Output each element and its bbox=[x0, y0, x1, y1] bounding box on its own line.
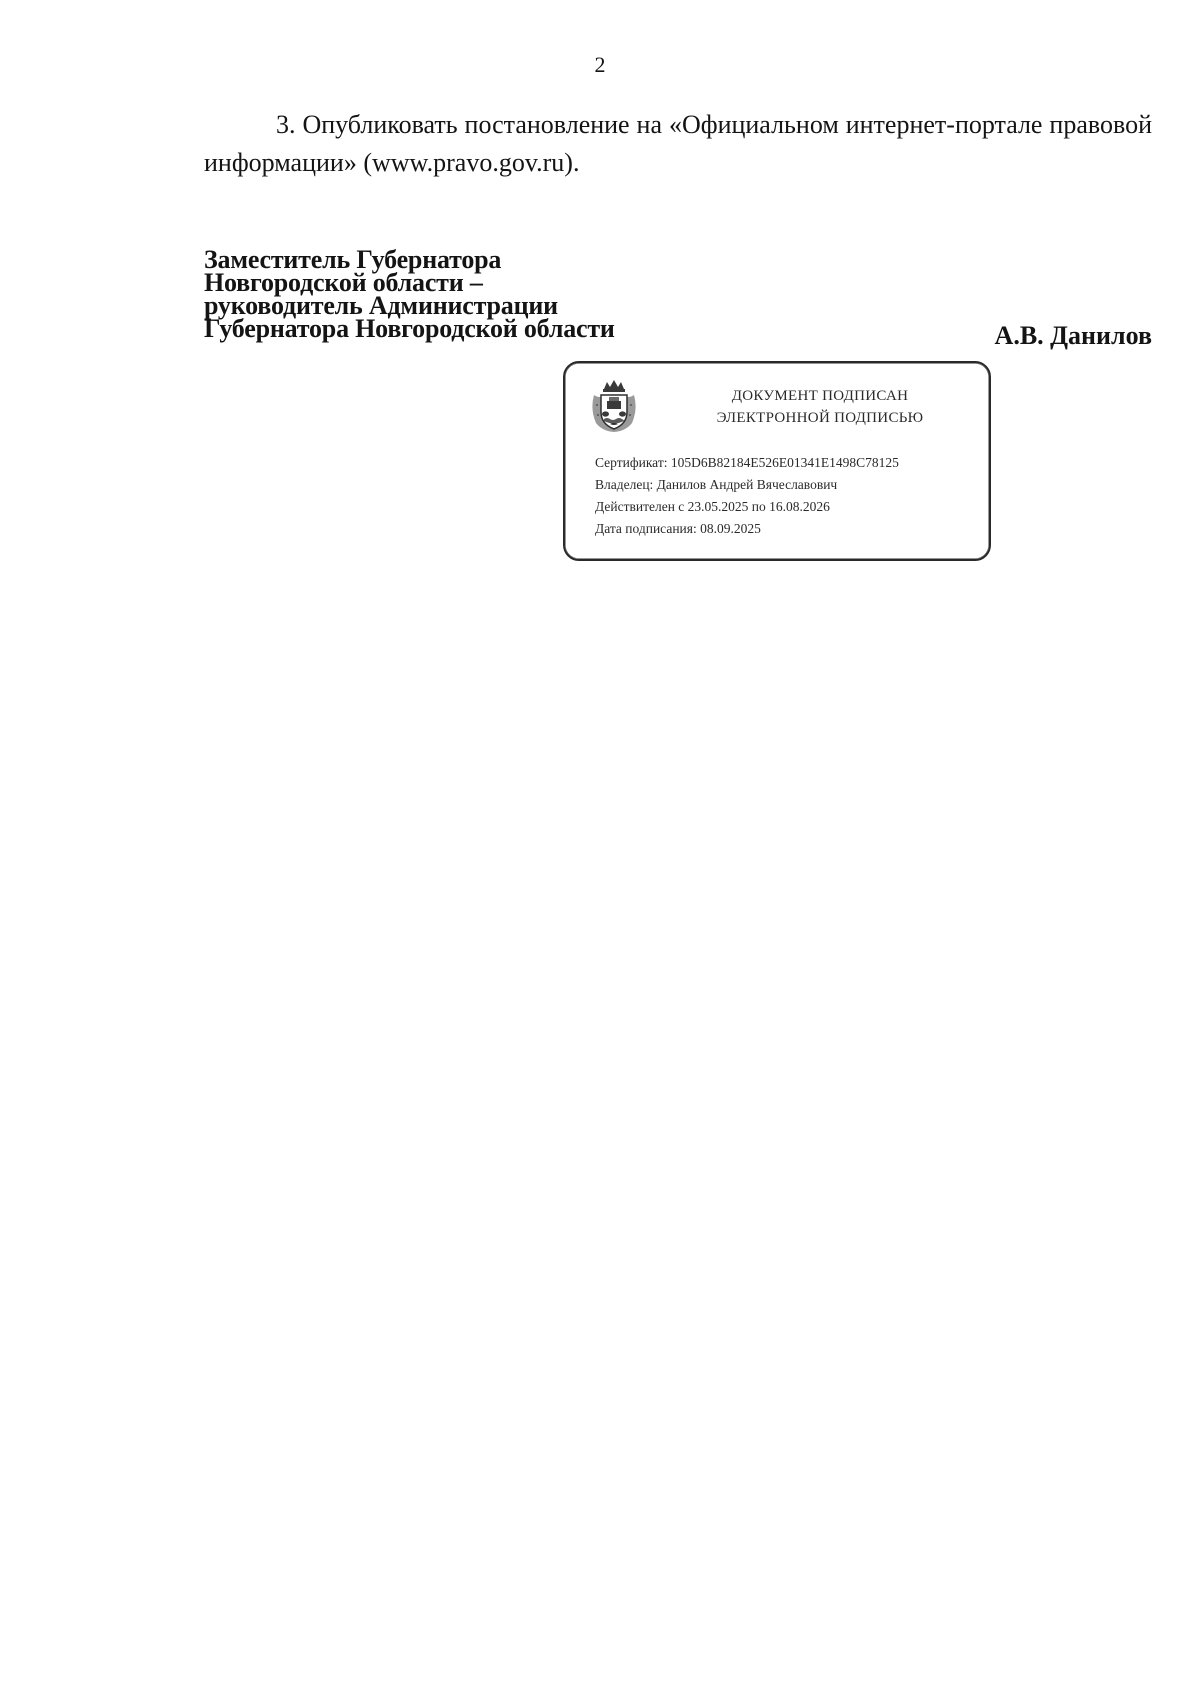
e-signature-stamp bbox=[563, 361, 991, 561]
signatory-line: Заместитель Губернатора bbox=[204, 245, 502, 274]
signatory-position bbox=[204, 245, 724, 343]
signer-name: А.В. Данилов bbox=[994, 321, 1152, 350]
novgorod-coat-of-arms-icon bbox=[590, 379, 638, 433]
stamp-heading-line: ДОКУМЕНТ ПОДПИСАН bbox=[731, 388, 909, 404]
stamp-details bbox=[595, 452, 985, 540]
signatory-line: руководитель Администрации bbox=[204, 291, 558, 320]
signing-date: Дата подписания: 08.09.2025 bbox=[595, 521, 761, 536]
signatory-line: Губернатора Новгородской области bbox=[204, 314, 615, 343]
certificate-owner: Владелец: Данилов Андрей Вячеславович bbox=[595, 477, 838, 492]
paragraph-publish-order: 3. Опубликовать постановление на «Официальном интернет-портале правовой информации» (www.pravo.gov.ru). bbox=[204, 110, 1152, 177]
stamp-heading bbox=[685, 385, 955, 429]
page-number: 2 bbox=[594, 52, 606, 77]
certificate-number: Сертификат: 105D6B82184E526E01341E1498C78125 bbox=[595, 455, 899, 470]
certificate-validity: Действителен с 23.05.2025 по 16.08.2026 bbox=[595, 499, 830, 514]
signatory-line: Новгородской области – bbox=[204, 268, 483, 297]
stamp-heading-line: ЭЛЕКТРОННОЙ ПОДПИСЬЮ bbox=[716, 410, 924, 426]
